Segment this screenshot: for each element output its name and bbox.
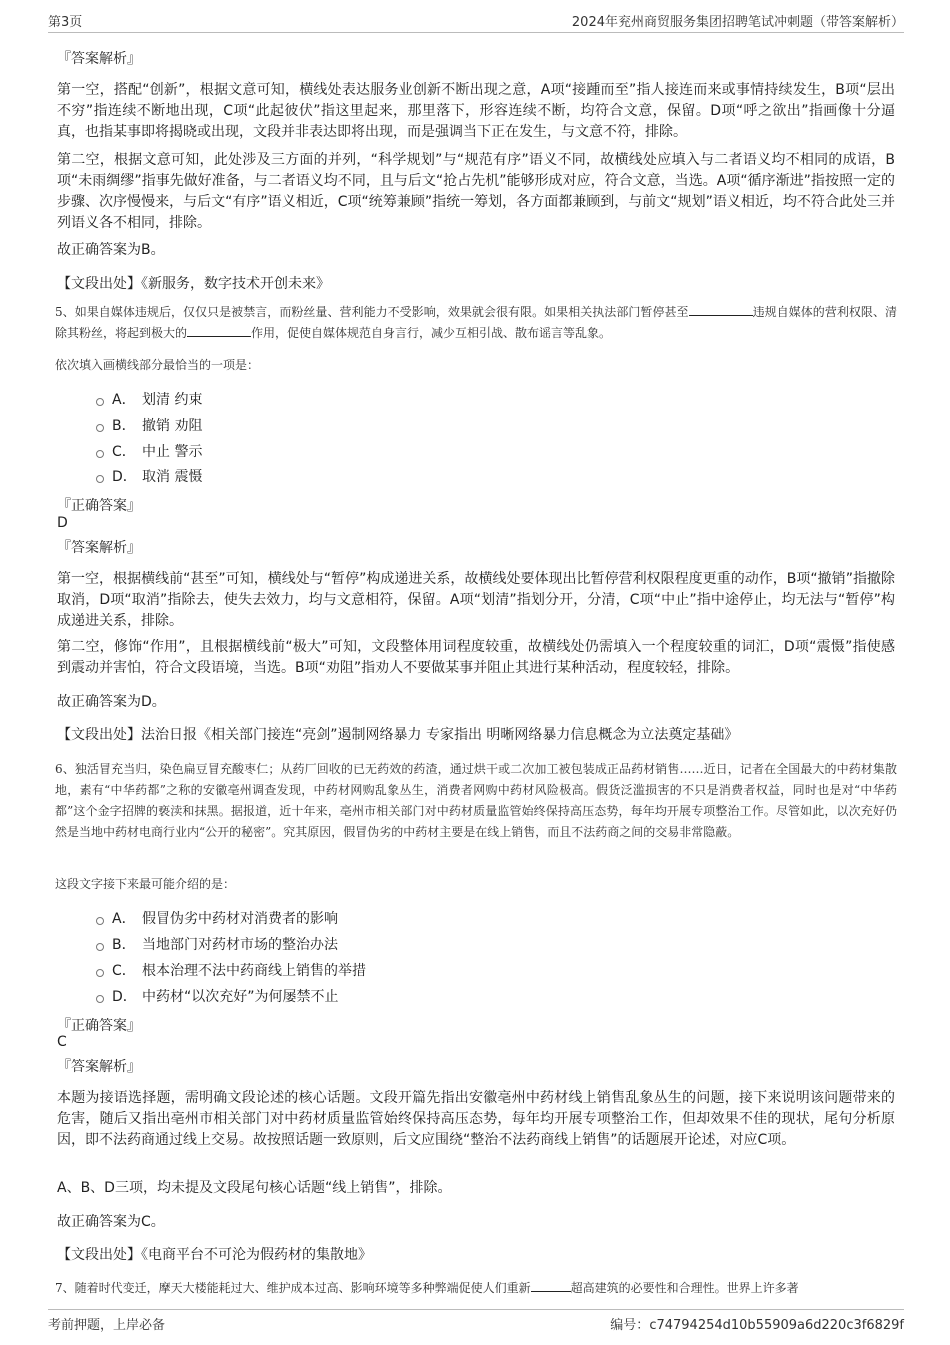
radio-icon[interactable]	[96, 398, 104, 406]
option-letter: A．	[112, 392, 136, 408]
q6-option-b[interactable]	[96, 933, 338, 955]
q5-analysis-label: 『答案解析』	[57, 540, 141, 556]
q4-analysis-p1: 第一空，搭配“创新”，根据文意可知，横线处表达服务业创新不断出现之意，A项“接踵而至”指人接连而来或事情持续发生，B项“层出不穷”指连续不断地出现，C项“此起彼伏”指这里起来，那里落下，形容连续不断，均符合文意，保留。D项“呼之欲出”指画像十分逼真，也指某事即将揭晓或出现，文段并非表达即将出现，而是强调当下正在发生，与文意不符，排除。	[57, 82, 895, 140]
q7-stem-part-a: 7、随着时代变迁，摩天大楼能耗过大、维护成本过高、影响环境等多种弊端促使人们重新	[55, 1281, 531, 1295]
q7-blank-1	[531, 1279, 571, 1292]
option-text: 根本治理不法中药商线上销售的举措	[142, 963, 366, 979]
q5-option-d[interactable]	[96, 465, 202, 487]
option-text: 当地部门对药材市场的整治办法	[142, 937, 338, 953]
option-text: 假冒伪劣中药材对消费者的影响	[142, 911, 338, 927]
option-text: 撤销 劝阻	[142, 418, 203, 434]
option-text: 中药材“以次充好”为何屡禁不止	[142, 989, 339, 1005]
q4-conclusion: 故正确答案为B。	[57, 242, 165, 258]
option-letter: B．	[112, 937, 136, 953]
document-id-code: c74794254d10b55909a6d220c3f6829f	[649, 1318, 904, 1333]
q6-source: 【文段出处】《电商平台不可沦为假药材的集散地》	[57, 1247, 372, 1263]
q6-analysis-p1: 本题为接语选择题，需明确文段论述的核心话题。文段开篇先指出安徽亳州中药材线上销售乱象丛生的问题，接下来说明该问题带来的危害，随后又指出亳州市相关部门对中药材质量监管始终保持高压态势，每年均开展专项整治工作，但却效果不佳的现状，尾句分析原因，即不法药商通过线上交易。故按照话题一致原则，后文应围绕“整治不法药商线上销售”的话题展开论述，对应C项。	[57, 1090, 895, 1148]
radio-icon[interactable]	[96, 475, 104, 483]
q7-stem-part-b: 超高建筑的必要性和合理性。世界上许多著	[570, 1281, 799, 1295]
q5-stem-part-c: 作用，促使自媒体规范自身言行，减少互相引战、散布谣言等乱象。	[251, 326, 612, 340]
q5-option-a[interactable]	[96, 388, 202, 410]
q5-answer-label: 『正确答案』	[57, 498, 141, 514]
option-text: 划清 约束	[142, 392, 203, 408]
q5-option-b[interactable]	[96, 414, 202, 436]
radio-icon[interactable]	[96, 917, 104, 925]
q6-stem: 6、独活冒充当归，染色扁豆冒充酸枣仁；从药厂回收的已无药效的药渣，通过烘干或二次加工被包装成正品药材销售……近日，记者在全国最大的中药材集散地，素有“中华药都”之称的安徽亳州调查发现，中药材网购乱象丛生，消费者网购中药材风险极高。假货泛滥损害的不只是消费者权益，同时也是对“中华药都”这个金字招牌的亵渎和抹黑。据报道，近十年来，亳州市相关部门对中药材质量监管始终保持高压态势，每年均开展专项整治工作。尽管如此，以次充好仍然是当地中药材电商行业内“公开的秘密”。究其原因，假冒伪劣的中药材主要是在线上销售，而且不法药商之间的交易非常隐蔽。	[55, 762, 897, 839]
document-id-label: 编号：	[610, 1318, 650, 1333]
q5-answer: D	[57, 515, 68, 531]
q6-answer-label: 『正确答案』	[57, 1018, 141, 1034]
q5-prompt: 依次填入画横线部分最恰当的一项是：	[55, 358, 260, 372]
header-divider	[48, 32, 904, 33]
q6-option-c[interactable]	[96, 959, 366, 981]
q5-blank-2	[187, 324, 251, 337]
document-title: 2024年兖州商贸服务集团招聘笔试冲刺题（带答案解析）	[571, 15, 904, 30]
q4-analysis-p2: 第二空，根据文意可知，此处涉及三方面的并列，“科学规划”与“规范有序”语义不同，故横线处应填入与二者语义均不相同的成语，B项“未雨绸缪”指事先做好准备，与二者语义均不同，且与后文“抢占先机”能够形成对应，符合文意，当选。A项“循序渐进”指按照一定的步骤、次序慢慢来，与后文“有序”语义相近，C项“统筹兼顾”指统一筹划，各方面都兼顾到，与前文“规划”语义相近，均不符合此处三并列语义各不相同，排除。	[57, 152, 895, 231]
q6-option-a[interactable]	[96, 907, 338, 929]
option-letter: D．	[112, 469, 137, 485]
q5-analysis-p1: 第一空，根据横线前“甚至”可知，横线处与“暂停”构成递进关系，故横线处要体现出比暂停营利权限程度更重的动作，B项“撤销”指撤除取消，D项“取消”指除去，使失去效力，均与文意相符，保留。A项“划清”指划分开，分清，C项“中止”指中途停止，均无法与“暂停”构成递进关系，排除。	[57, 571, 895, 629]
q7-stem	[55, 1278, 799, 1299]
option-letter: C．	[112, 444, 136, 460]
q6-prompt: 这段文字接下来最可能介绍的是：	[55, 877, 236, 891]
option-letter: A．	[112, 911, 136, 927]
option-letter: C．	[112, 963, 136, 979]
option-letter: D．	[112, 989, 137, 1005]
option-text: 取消 震慑	[142, 469, 203, 485]
q5-stem-part-a: 5、如果自媒体违规后，仅仅只是被禁言，而粉丝量、营利能力不受影响，效果就会很有限。如果相关执法部门暂停甚至	[55, 305, 689, 319]
q4-analysis-label: 『答案解析』	[57, 51, 141, 67]
document-id	[610, 1314, 904, 1333]
q4-source: 【文段出处】《新服务，数字技术开创未来》	[57, 276, 330, 292]
radio-icon[interactable]	[96, 995, 104, 1003]
footer-divider	[48, 1309, 904, 1310]
radio-icon[interactable]	[96, 424, 104, 432]
radio-icon[interactable]	[96, 969, 104, 977]
radio-icon[interactable]	[96, 943, 104, 951]
q5-source: 【文段出处】法治日报《相关部门接连“亮剑”遏制网络暴力 专家指出 明晰网络暴力信息概念为立法奠定基础》	[57, 727, 739, 743]
q5-blank-1	[689, 303, 753, 316]
q5-analysis-p2: 第二空，修饰“作用”，且根据横线前“极大”可知，文段整体用词程度较重，故横线处仍需填入一个程度较重的词汇，D项“震慑”指使感到震动并害怕，符合文段语境，当选。B项“劝阻”指劝人不要做某事并阻止其进行某种活动，程度较轻，排除。	[57, 639, 895, 676]
radio-icon[interactable]	[96, 450, 104, 458]
q6-analysis-label: 『答案解析』	[57, 1059, 141, 1075]
page-number: 第3页	[48, 15, 83, 30]
footer-slogan: 考前押题，上岸必备	[48, 1318, 166, 1333]
q6-analysis-p2: A、B、D三项，均未提及文段尾句核心话题“线上销售”，排除。	[57, 1180, 452, 1196]
q6-answer: C	[57, 1034, 67, 1050]
q5-stem-part-b: 违规自媒体的营利权限、清除其粉丝，将起到极大的	[55, 305, 897, 340]
q5-option-c[interactable]	[96, 440, 202, 462]
option-text: 中止 警示	[142, 444, 203, 460]
q5-stem	[55, 302, 897, 344]
q6-option-d[interactable]	[96, 985, 339, 1007]
q5-conclusion: 故正确答案为D。	[57, 694, 166, 710]
option-letter: B．	[112, 418, 136, 434]
q6-conclusion: 故正确答案为C。	[57, 1214, 165, 1230]
